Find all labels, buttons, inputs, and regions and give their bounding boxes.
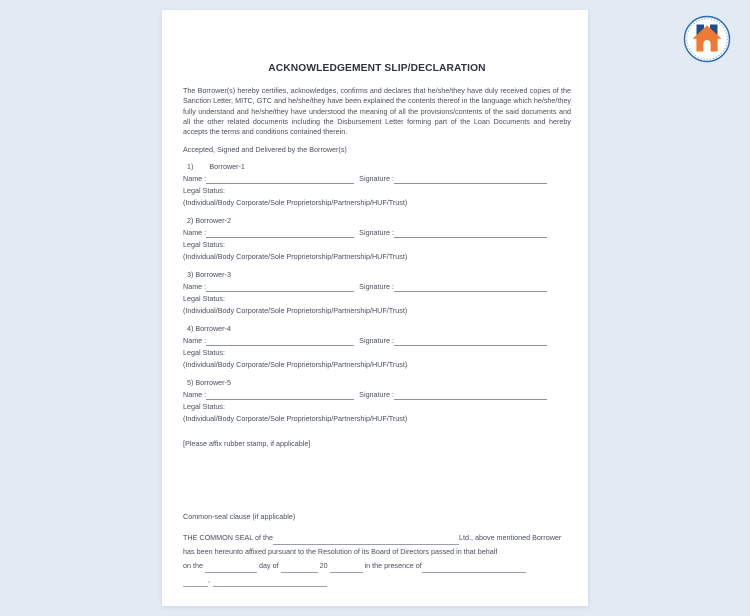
signature-label: Signature : [359,335,394,345]
document-content [183,10,571,587]
signature-input-line[interactable] [394,391,547,400]
borrower-heading: 4) Borrower-4 [187,323,231,333]
common-seal-line-4 [183,573,571,587]
name-input-line[interactable] [206,337,354,346]
day-of-label: day of [258,560,279,570]
name-label: Name : [183,335,207,345]
accepted-signed-line: Accepted, Signed and Delivered by the Borrower(s) [183,145,347,155]
legal-status-label: Legal Status: [183,401,225,411]
name-signature-row [183,281,571,292]
borrower-block [183,161,571,208]
brand-logo [678,10,736,68]
witness-separator-comma: , [208,574,210,584]
rubber-stamp-note: [Please affix rubber stamp, if applicable] [183,438,311,448]
signature-label: Signature : [359,227,394,237]
name-input-line[interactable] [206,283,354,292]
year-input-line[interactable] [330,563,363,573]
borrower-heading: 5) Borrower-5 [187,377,231,387]
document-page [162,10,588,606]
intro-paragraph: The Borrower(s) hereby certifies, acknowledges, confirms and declares that he/she/they have duly received copies of the Sanction Letter, MITC, GTC and he/she/they have been explained the contents thereof in the language which he/she/they fully understand and he/she/they have understood the meaning of all the provisions/contents of the said documents and all the other related documents including the Disbursement Letter forming part of the Loan Documents and hereby accepts the terms and conditions contained therein. [183,86,571,137]
on-the-label: on the [183,560,203,570]
signature-input-line[interactable] [394,283,547,292]
logo-house-door [703,40,710,51]
signature-label: Signature : [359,281,394,291]
witness-second-input-line[interactable] [213,577,327,587]
borrower-heading: 2) Borrower-2 [187,215,231,225]
signature-input-line[interactable] [394,229,547,238]
day-input-line[interactable] [205,563,257,573]
common-seal-line-3 [183,559,571,573]
common-seal-paragraph [183,531,571,587]
company-name-input-line[interactable] [273,535,459,545]
name-signature-row [183,389,571,400]
common-seal-heading: Common-seal clause (if applicable) [183,511,296,521]
name-input-line[interactable] [206,229,354,238]
legal-status-options: (Individual/Body Corporate/Sole Proprietorship/Partnership/HUF/Trust) [183,359,408,369]
in-presence-of-label: in the presence of [364,560,422,570]
borrower-block [183,215,571,262]
name-label: Name : [183,173,207,183]
name-input-line[interactable] [206,175,354,184]
signature-input-line[interactable] [394,175,547,184]
name-signature-row [183,173,571,184]
name-signature-row [183,335,571,346]
common-seal-prefix: THE COMMON SEAL of the [183,532,273,542]
legal-status-options: (Individual/Body Corporate/Sole Proprietorship/Partnership/HUF/Trust) [183,197,408,207]
borrower-heading: 1) Borrower-1 [187,161,245,171]
legal-status-label: Legal Status: [183,185,225,195]
witness-input-line[interactable] [422,563,526,573]
name-label: Name : [183,227,207,237]
legal-status-label: Legal Status: [183,347,225,357]
common-seal-line-2: has been hereunto affixed pursuant to the Resolution of its Board of Directors passed in that behalf [183,546,498,556]
page-title: ACKNOWLEDGEMENT SLIP/DECLARATION [268,63,486,74]
name-label: Name : [183,281,207,291]
legal-status-options: (Individual/Body Corporate/Sole Proprietorship/Partnership/HUF/Trust) [183,251,408,261]
witness-tail-input-line[interactable] [183,577,208,587]
name-label: Name : [183,389,207,399]
legal-status-options: (Individual/Body Corporate/Sole Proprietorship/Partnership/HUF/Trust) [183,305,408,315]
common-seal-suffix: Ltd., above mentioned Borrower [459,532,562,542]
borrower-heading: 3) Borrower-3 [187,269,231,279]
borrower-block [183,377,571,424]
legal-status-options: (Individual/Body Corporate/Sole Proprietorship/Partnership/HUF/Trust) [183,413,408,423]
name-input-line[interactable] [206,391,354,400]
borrower-block [183,269,571,316]
signature-input-line[interactable] [394,337,547,346]
month-input-line[interactable] [281,563,318,573]
borrower-block [183,323,571,370]
name-signature-row [183,227,571,238]
home-loan-circular-logo [678,10,736,68]
signature-label: Signature : [359,173,394,183]
legal-status-label: Legal Status: [183,293,225,303]
signature-label: Signature : [359,389,394,399]
common-seal-line-1 [183,531,571,545]
legal-status-label: Legal Status: [183,239,225,249]
year-prefix-label: 20 [319,560,328,570]
